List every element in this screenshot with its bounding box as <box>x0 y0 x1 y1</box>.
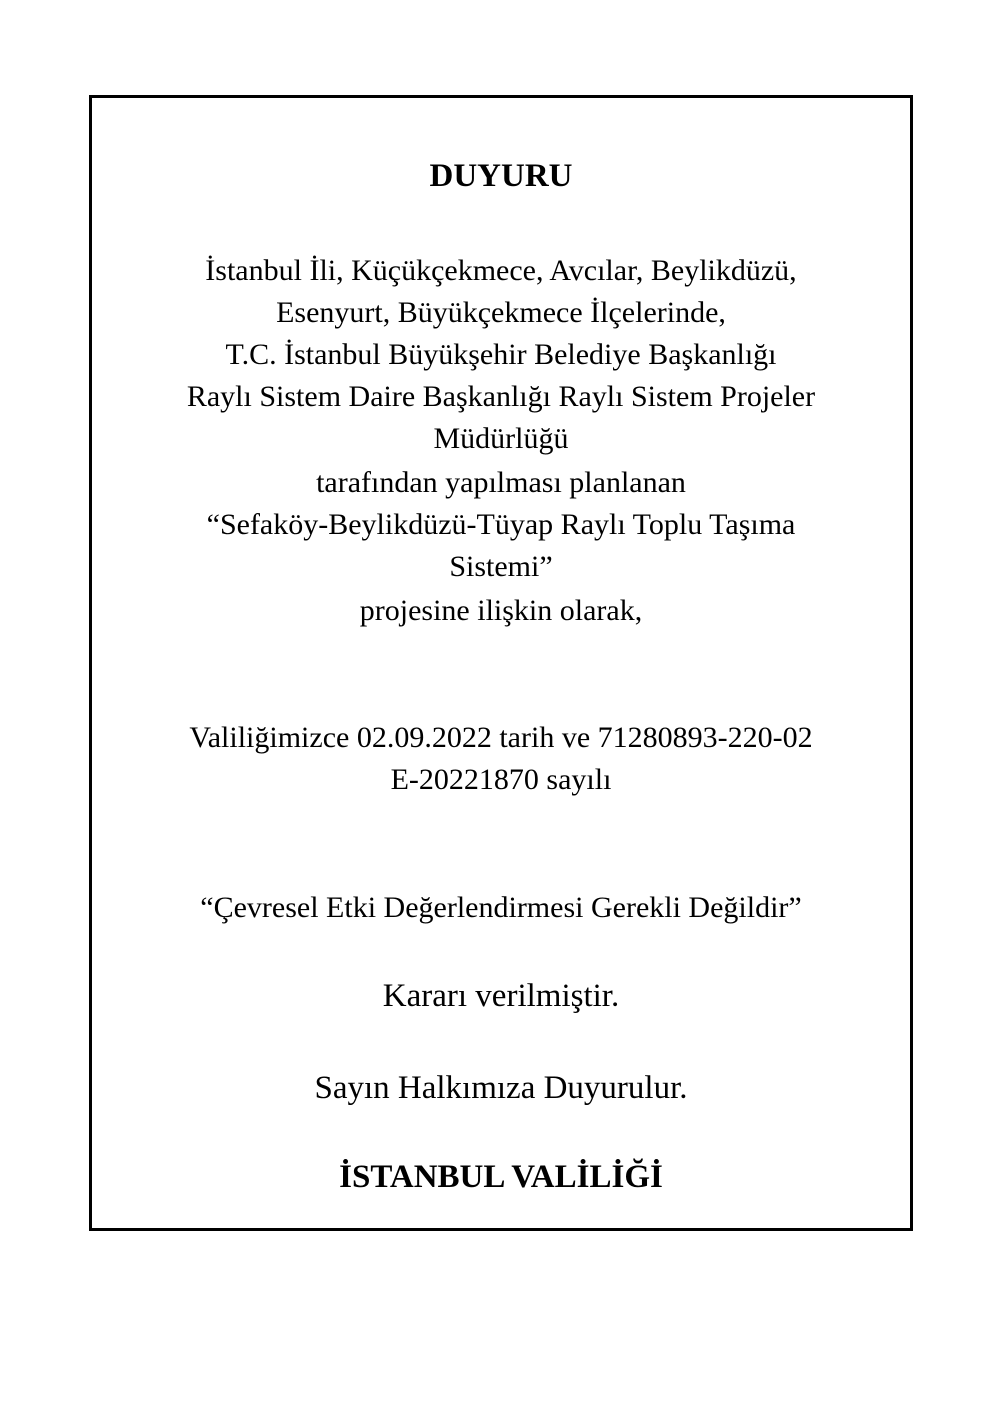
intro-line-6: tarafından yapılması planlanan <box>316 466 686 499</box>
decision-ref-line-1: Valiliğimizce 02.09.2022 tarih ve 71280893-220-02 <box>189 721 813 754</box>
intro-line-5: Müdürlüğü <box>433 422 569 455</box>
notice-frame <box>89 95 913 1231</box>
decision-given: Kararı verilmiştir. <box>382 978 620 1014</box>
intro-line-4: Raylı Sistem Daire Başkanlığı Raylı Sistem Projeler <box>186 380 816 413</box>
public-notice: Sayın Halkımıza Duyurulur. <box>314 1070 688 1106</box>
intro-line-1: İstanbul İli, Küçükçekmece, Avcılar, Beylikdüzü, <box>205 254 797 287</box>
signature: İSTANBUL VALİLİĞİ <box>339 1159 663 1195</box>
intro-line-2: Esenyurt, Büyükçekmece İlçelerinde, <box>276 296 726 329</box>
intro-line-8: Sistemi” <box>449 550 553 583</box>
decision-text: “Çevresel Etki Değerlendirmesi Gerekli Değildir” <box>200 891 802 924</box>
intro-line-7: “Sefaköy-Beylikdüzü-Tüyap Raylı Toplu Taşıma <box>206 508 796 541</box>
notice-title: DUYURU <box>429 158 573 194</box>
decision-ref-line-2: E-20221870 sayılı <box>390 763 612 796</box>
intro-line-9: projesine ilişkin olarak, <box>359 594 643 627</box>
intro-line-3: T.C. İstanbul Büyükşehir Belediye Başkanlığı <box>225 338 777 371</box>
